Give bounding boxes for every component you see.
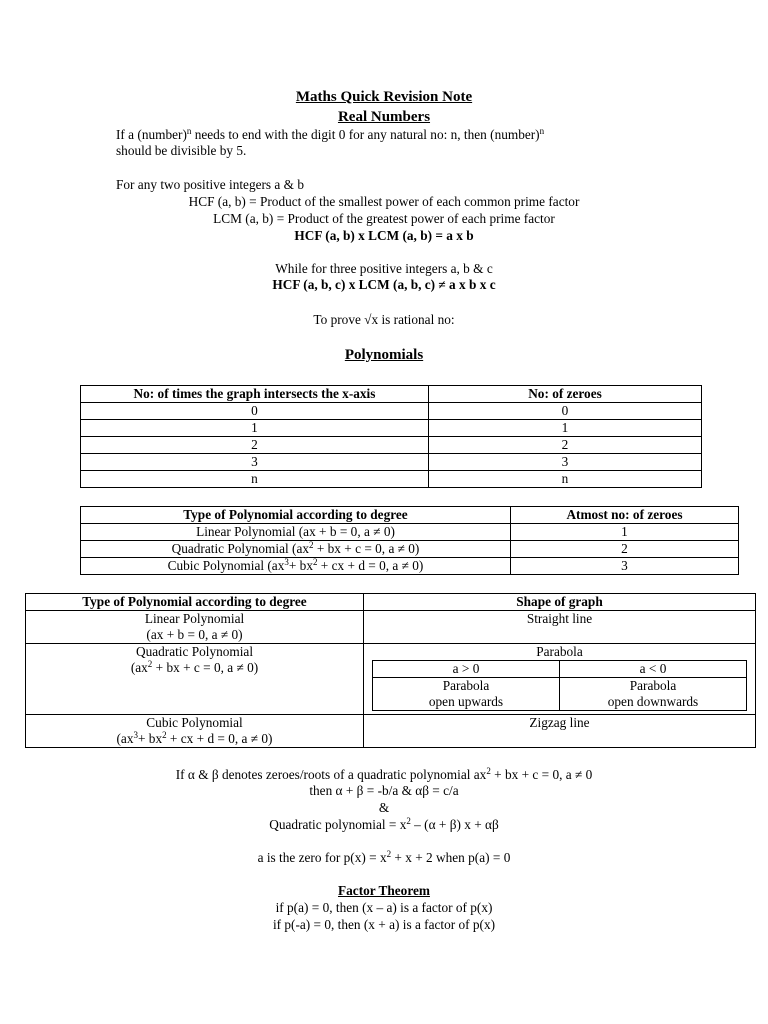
three-integers-intro: While for three positive integers a, b & c <box>275 261 493 276</box>
table-cell: Straight line <box>364 611 756 644</box>
zero-of-polynomial-line: a is the zero for $p(x) = x^2 + x + 2$ when p(a) = 0 <box>257 849 511 865</box>
table-row <box>81 437 702 454</box>
table-cell: 2 <box>81 437 429 454</box>
table-header: Type of Polynomial according to degree <box>81 507 511 524</box>
table-cell: 0 <box>429 403 702 420</box>
table-cell: n <box>429 471 702 488</box>
table-cell: Quadratic Polynomial ($ax^2$ + bx + c = 0, a ≠ 0) <box>81 541 511 558</box>
table-cell: 1 <box>511 524 739 541</box>
table-cell <box>364 644 756 715</box>
hcf-lcm-formula: HCF (a, b) x LCM (a, b) = a x b <box>294 228 474 243</box>
open-downwards-cell: Parabola open downwards <box>560 678 747 711</box>
table-header: Atmost no: of zeroes <box>511 507 739 524</box>
table-header: Type of Polynomial according to degree <box>26 594 364 611</box>
table-cell: 2 <box>429 437 702 454</box>
quadratic-polynomial-formula: Quadratic polynomial = $x^2 - (\alpha + \beta) x + \alpha\beta$ <box>269 816 499 832</box>
table-row <box>26 715 756 748</box>
table-cell: 1 <box>81 420 429 437</box>
quadratic-name: Quadratic Polynomial <box>135 644 254 659</box>
table-header: No: of times the graph intersects the x-axis <box>81 386 429 403</box>
table-row <box>81 454 702 471</box>
table-cell <box>26 644 364 715</box>
hcf-definition: HCF (a, b) = Product of the smallest power of each common prime factor <box>188 194 580 209</box>
table-header: Shape of graph <box>364 594 756 611</box>
graph-shape-table <box>25 593 756 748</box>
table-row <box>26 644 756 715</box>
table-row <box>81 420 702 437</box>
table-cell: 3 <box>81 454 429 471</box>
factor-theorem-line2: if p(-a) = 0, then (x + a) is a factor of p(x) <box>272 917 496 932</box>
factor-theorem-line1: if p(a) = 0, then (x – a) is a factor of p(x) <box>275 900 493 915</box>
a-negative-cell: a < 0 <box>560 661 747 678</box>
table-row <box>81 403 702 420</box>
ampersand: & <box>378 800 390 815</box>
table-row <box>81 541 739 558</box>
table-cell: 1 <box>429 420 702 437</box>
open-upwards-cell: Parabola open upwards <box>373 678 560 711</box>
table-cell: 3 <box>511 558 739 575</box>
table-row <box>81 558 739 575</box>
linear-name: Linear Polynomial <box>144 611 245 626</box>
degree-zeroes-table <box>80 506 739 575</box>
table-cell <box>26 715 364 748</box>
table-cell: Linear Polynomial (ax + b = 0, a ≠ 0) <box>81 524 511 541</box>
paragraph-divisible-by-5-line2: should be divisible by 5. <box>116 143 247 158</box>
cubic-equation: ($ax^3+ bx^2$ + cx + d = 0, a ≠ 0) <box>116 730 273 746</box>
parabola-subtable <box>372 660 747 711</box>
table-row <box>81 524 739 541</box>
lcm-definition: LCM (a, b) = Product of the greatest power of each prime factor <box>213 211 555 226</box>
sum-product-of-roots: then α + β = -b/a & αβ = c/a <box>309 783 459 798</box>
a-positive-cell: a > 0 <box>373 661 560 678</box>
table-cell: Zigzag line <box>364 715 756 748</box>
table-cell: Cubic Polynomial ($ax^3+ bx^2$ + cx + d = 0, a ≠ 0) <box>81 558 511 575</box>
table-cell <box>26 611 364 644</box>
table-row <box>26 611 756 644</box>
linear-equation: (ax + b = 0, a ≠ 0) <box>146 627 243 642</box>
table-cell: n <box>81 471 429 488</box>
parabola-label: Parabola <box>536 644 583 659</box>
section-heading-polynomials: Polynomials <box>344 347 424 363</box>
cubic-name: Cubic Polynomial <box>146 715 243 730</box>
prove-rational-line: To prove √x is rational no: <box>313 312 455 327</box>
section-heading-factor-theorem: Factor Theorem <box>338 883 430 898</box>
graph-intersections-table <box>80 385 702 488</box>
two-integers-intro: For any two positive integers a & b <box>116 177 304 192</box>
table-cell: 0 <box>81 403 429 420</box>
table-row <box>81 471 702 488</box>
section-heading-real-numbers: Real Numbers <box>337 109 431 125</box>
quadratic-equation: ($ax^2$ + bx + c = 0, a ≠ 0) <box>130 659 259 675</box>
table-cell: 2 <box>511 541 739 558</box>
three-integers-formula: HCF (a, b, c) x LCM (a, b, c) ≠ a x b x c <box>272 277 496 292</box>
page-title: Maths Quick Revision Note <box>295 89 473 105</box>
table-header: No: of zeroes <box>429 386 702 403</box>
paragraph-divisible-by-5-line1: If a (number)$^n$ needs to end with the digit 0 for any natural no: n, then (number)$^n$ <box>116 126 545 142</box>
roots-statement: If α & β denotes zeroes/roots of a quadratic polynomial $ax^2$ + bx + c = 0, a ≠ 0 <box>175 766 593 782</box>
table-cell: 3 <box>429 454 702 471</box>
